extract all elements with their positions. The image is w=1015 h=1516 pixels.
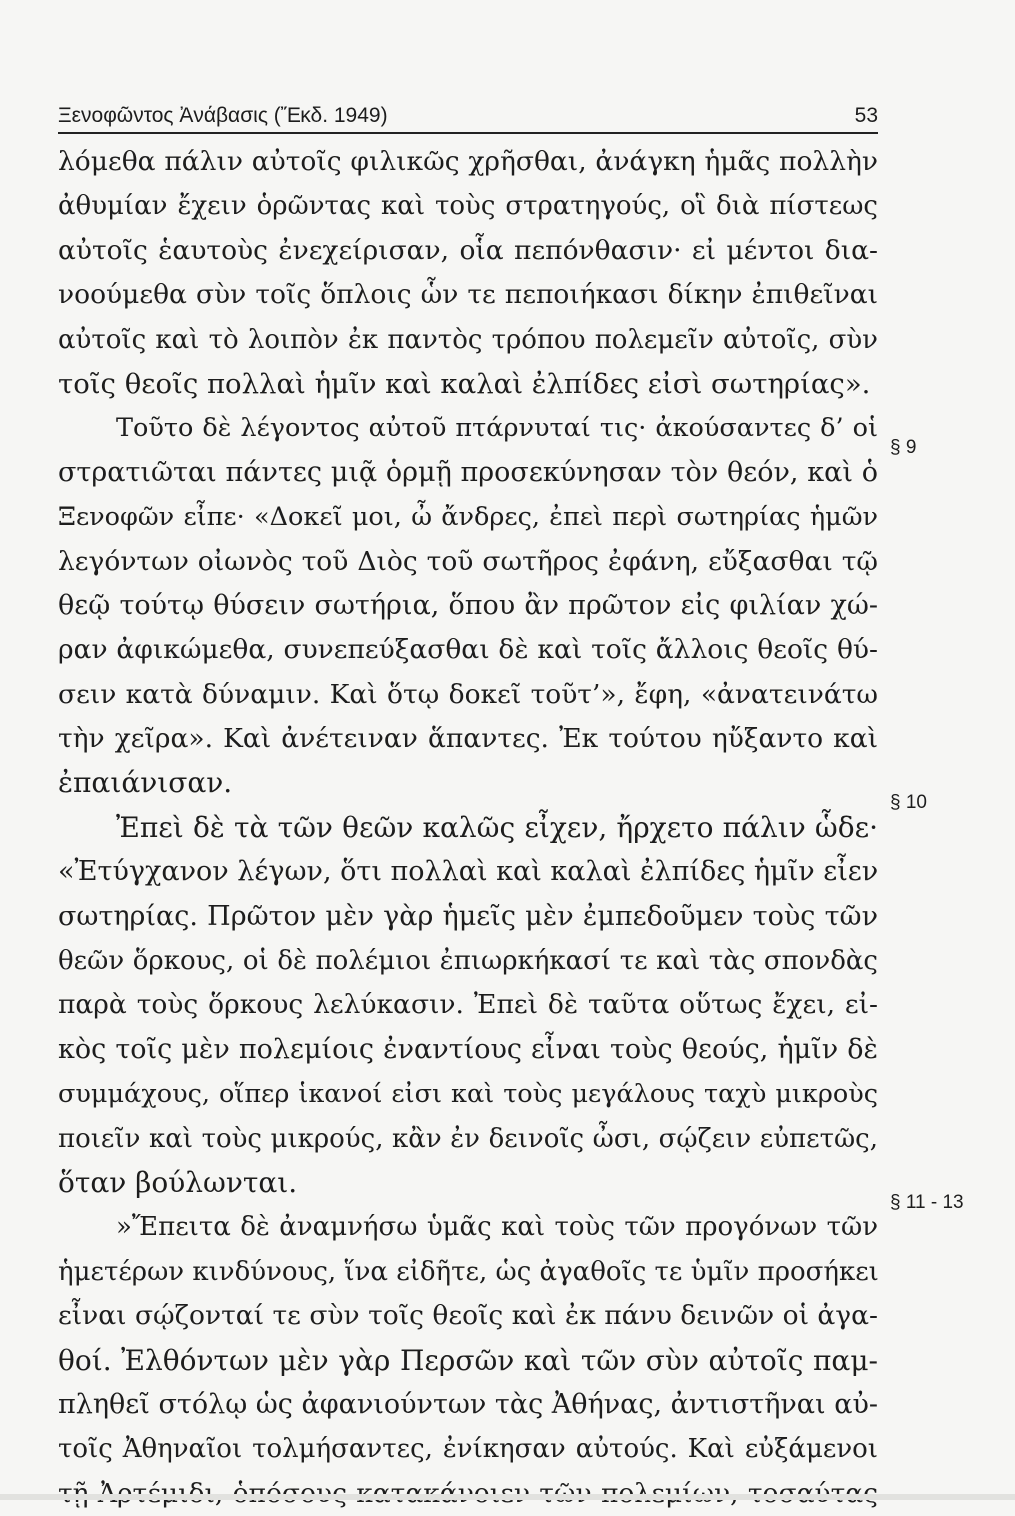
text-line: Τοῦτο δὲ λέγοντος αὐτοῦ πτάρνυταί τις· ἀκούσαντες δ’ οἱ: [116, 413, 878, 444]
section-marker-10: § 10: [890, 792, 927, 813]
text-line: θεῷ τούτῳ θύσειν σωτήρια, ὅπου ἂν πρῶτον εἰς φιλίαν χώ-: [58, 589, 878, 621]
text-line: »Ἔπειτα δὲ ἀναμνήσω ὑμᾶς καὶ τοὺς τῶν προγόνων τῶν: [116, 1212, 878, 1243]
text-line: τὴν χεῖρα». Καὶ ἀνέτειναν ἅπαντες. Ἐκ τούτου ηὔξαντο καὶ: [58, 723, 878, 755]
text-line: παρὰ τοὺς ὅρκους λελύκασιν. Ἐπεὶ δὲ ταῦτα οὕτως ἔχει, εἰ-: [58, 989, 878, 1021]
text-line: νοούμεθα σὺν τοῖς ὅπλοις ὧν τε πεποιήκασι δίκην ἐπιθεῖναι: [58, 279, 878, 311]
text-line: θεῶν ὅρκους, οἱ δὲ πολέμιοι ἐπιωρκήκασί τε καὶ τὰς σπονδὰς: [58, 946, 878, 977]
running-header: [58, 102, 878, 134]
text-line: «Ἐτύγχανον λέγων, ὅτι πολλαὶ καὶ καλαὶ ἐλπίδες ἡμῖν εἶεν: [58, 856, 879, 888]
text-line: στρατιῶται πάντες μιᾷ ὁρμῇ προσεκύνησαν τὸν θεόν, καὶ ὁ: [58, 456, 878, 488]
page-edge: [0, 1494, 1015, 1500]
body-text: [58, 140, 878, 1516]
text-line: ἀθυμίαν ἔχειν ὁρῶντας καὶ τοὺς στρατηγούς, οἳ διὰ πίστεως: [58, 191, 878, 222]
text-line: λεγόντων οἰωνὸς τοῦ Διὸς τοῦ σωτῆρος ἐφάνη, εὔξασθαι τῷ: [58, 545, 878, 577]
text-line: Ἐπεὶ δὲ τὰ τῶν θεῶν καλῶς εἶχεν, ἤρχετο πάλιν ὧδε·: [116, 810, 878, 844]
text-line: ποιεῖν καὶ τοὺς μικρούς, κἂν ἐν δεινοῖς ὦσι, σῴζειν εὐπετῶς,: [58, 1123, 878, 1154]
text-line: Ξενοφῶν εἶπε· «Δοκεῖ μοι, ὦ ἄνδρες, ἐπεὶ περὶ σωτηρίας ἡμῶν: [58, 502, 878, 533]
text-line: συμμάχους, οἵπερ ἱκανοί εἰσι καὶ τοὺς μεγάλους ταχὺ μικροὺς: [58, 1079, 878, 1110]
text-line: λόμεθα πάλιν αὐτοῖς φιλικῶς χρῆσθαι, ἀνάγκη ἡμᾶς πολλὴν: [58, 146, 878, 177]
section-marker-11-13: § 11 - 13: [890, 1192, 964, 1213]
page-number: 53: [854, 104, 878, 127]
text-line: θοί. Ἐλθόντων μὲν γὰρ Περσῶν καὶ τῶν σὺν αὐτοῖς παμ-: [58, 1343, 878, 1377]
text-line: ἐπαιάνισαν.: [58, 766, 233, 800]
running-title: Ξενοφῶντος Ἀνάβασις (Ἔκδ. 1949): [58, 104, 388, 127]
text-line: σωτηρίας. Πρῶτον μὲν γὰρ ἡμεῖς μὲν ἐμπεδοῦμεν τοὺς τῶν: [58, 900, 878, 932]
text-line: τοῖς θεοῖς πολλαὶ ἡμῖν καὶ καλαὶ ἐλπίδες εἰσὶ σωτηρίας».: [58, 367, 871, 400]
text-line: πληθεῖ στόλῳ ὡς ἀφανιούντων τὰς Ἀθήνας, ἀντιστῆναι αὐ-: [58, 1388, 878, 1420]
section-marker-9: § 9: [890, 437, 917, 458]
text-line: ραν ἀφικώμεθα, συνεπεύξασθαι δὲ καὶ τοῖς ἄλλοις θεοῖς θύ-: [58, 634, 878, 666]
text-line: τοῖς Ἀθηναῖοι τολμήσαντες, ἐνίκησαν αὐτούς. Καὶ εὐξάμενοι: [58, 1434, 878, 1465]
text-line: ὅταν βούλωνται.: [58, 1165, 298, 1199]
text-line: αὐτοῖς καὶ τὸ λοιπὸν ἐκ παντὸς τρόπου πολεμεῖν αὐτοῖς, σὺν: [58, 324, 878, 355]
text-line: εἶναι σῴζονταί τε σὺν τοῖς θεοῖς καὶ ἐκ πάνυ δεινῶν οἱ ἀγα-: [58, 1300, 878, 1332]
text-line: σειν κατὰ δύναμιν. Καὶ ὅτῳ δοκεῖ τοῦτ’», ἔφη, «ἀνατεινάτω: [58, 678, 878, 710]
text-line: αὐτοῖς ἑαυτοὺς ἐνεχείρισαν, οἷα πεπόνθασιν· εἰ μέντοι δια-: [58, 234, 878, 266]
text-line: ἡμετέρων κινδύνους, ἵνα εἰδῆτε, ὡς ἀγαθοῖς τε ὑμῖν προσήκει: [58, 1256, 879, 1287]
text-line: κὸς τοῖς μὲν πολεμίοις ἐναντίους εἶναι τοὺς θεούς, ἡμῖν δὲ: [58, 1033, 878, 1065]
